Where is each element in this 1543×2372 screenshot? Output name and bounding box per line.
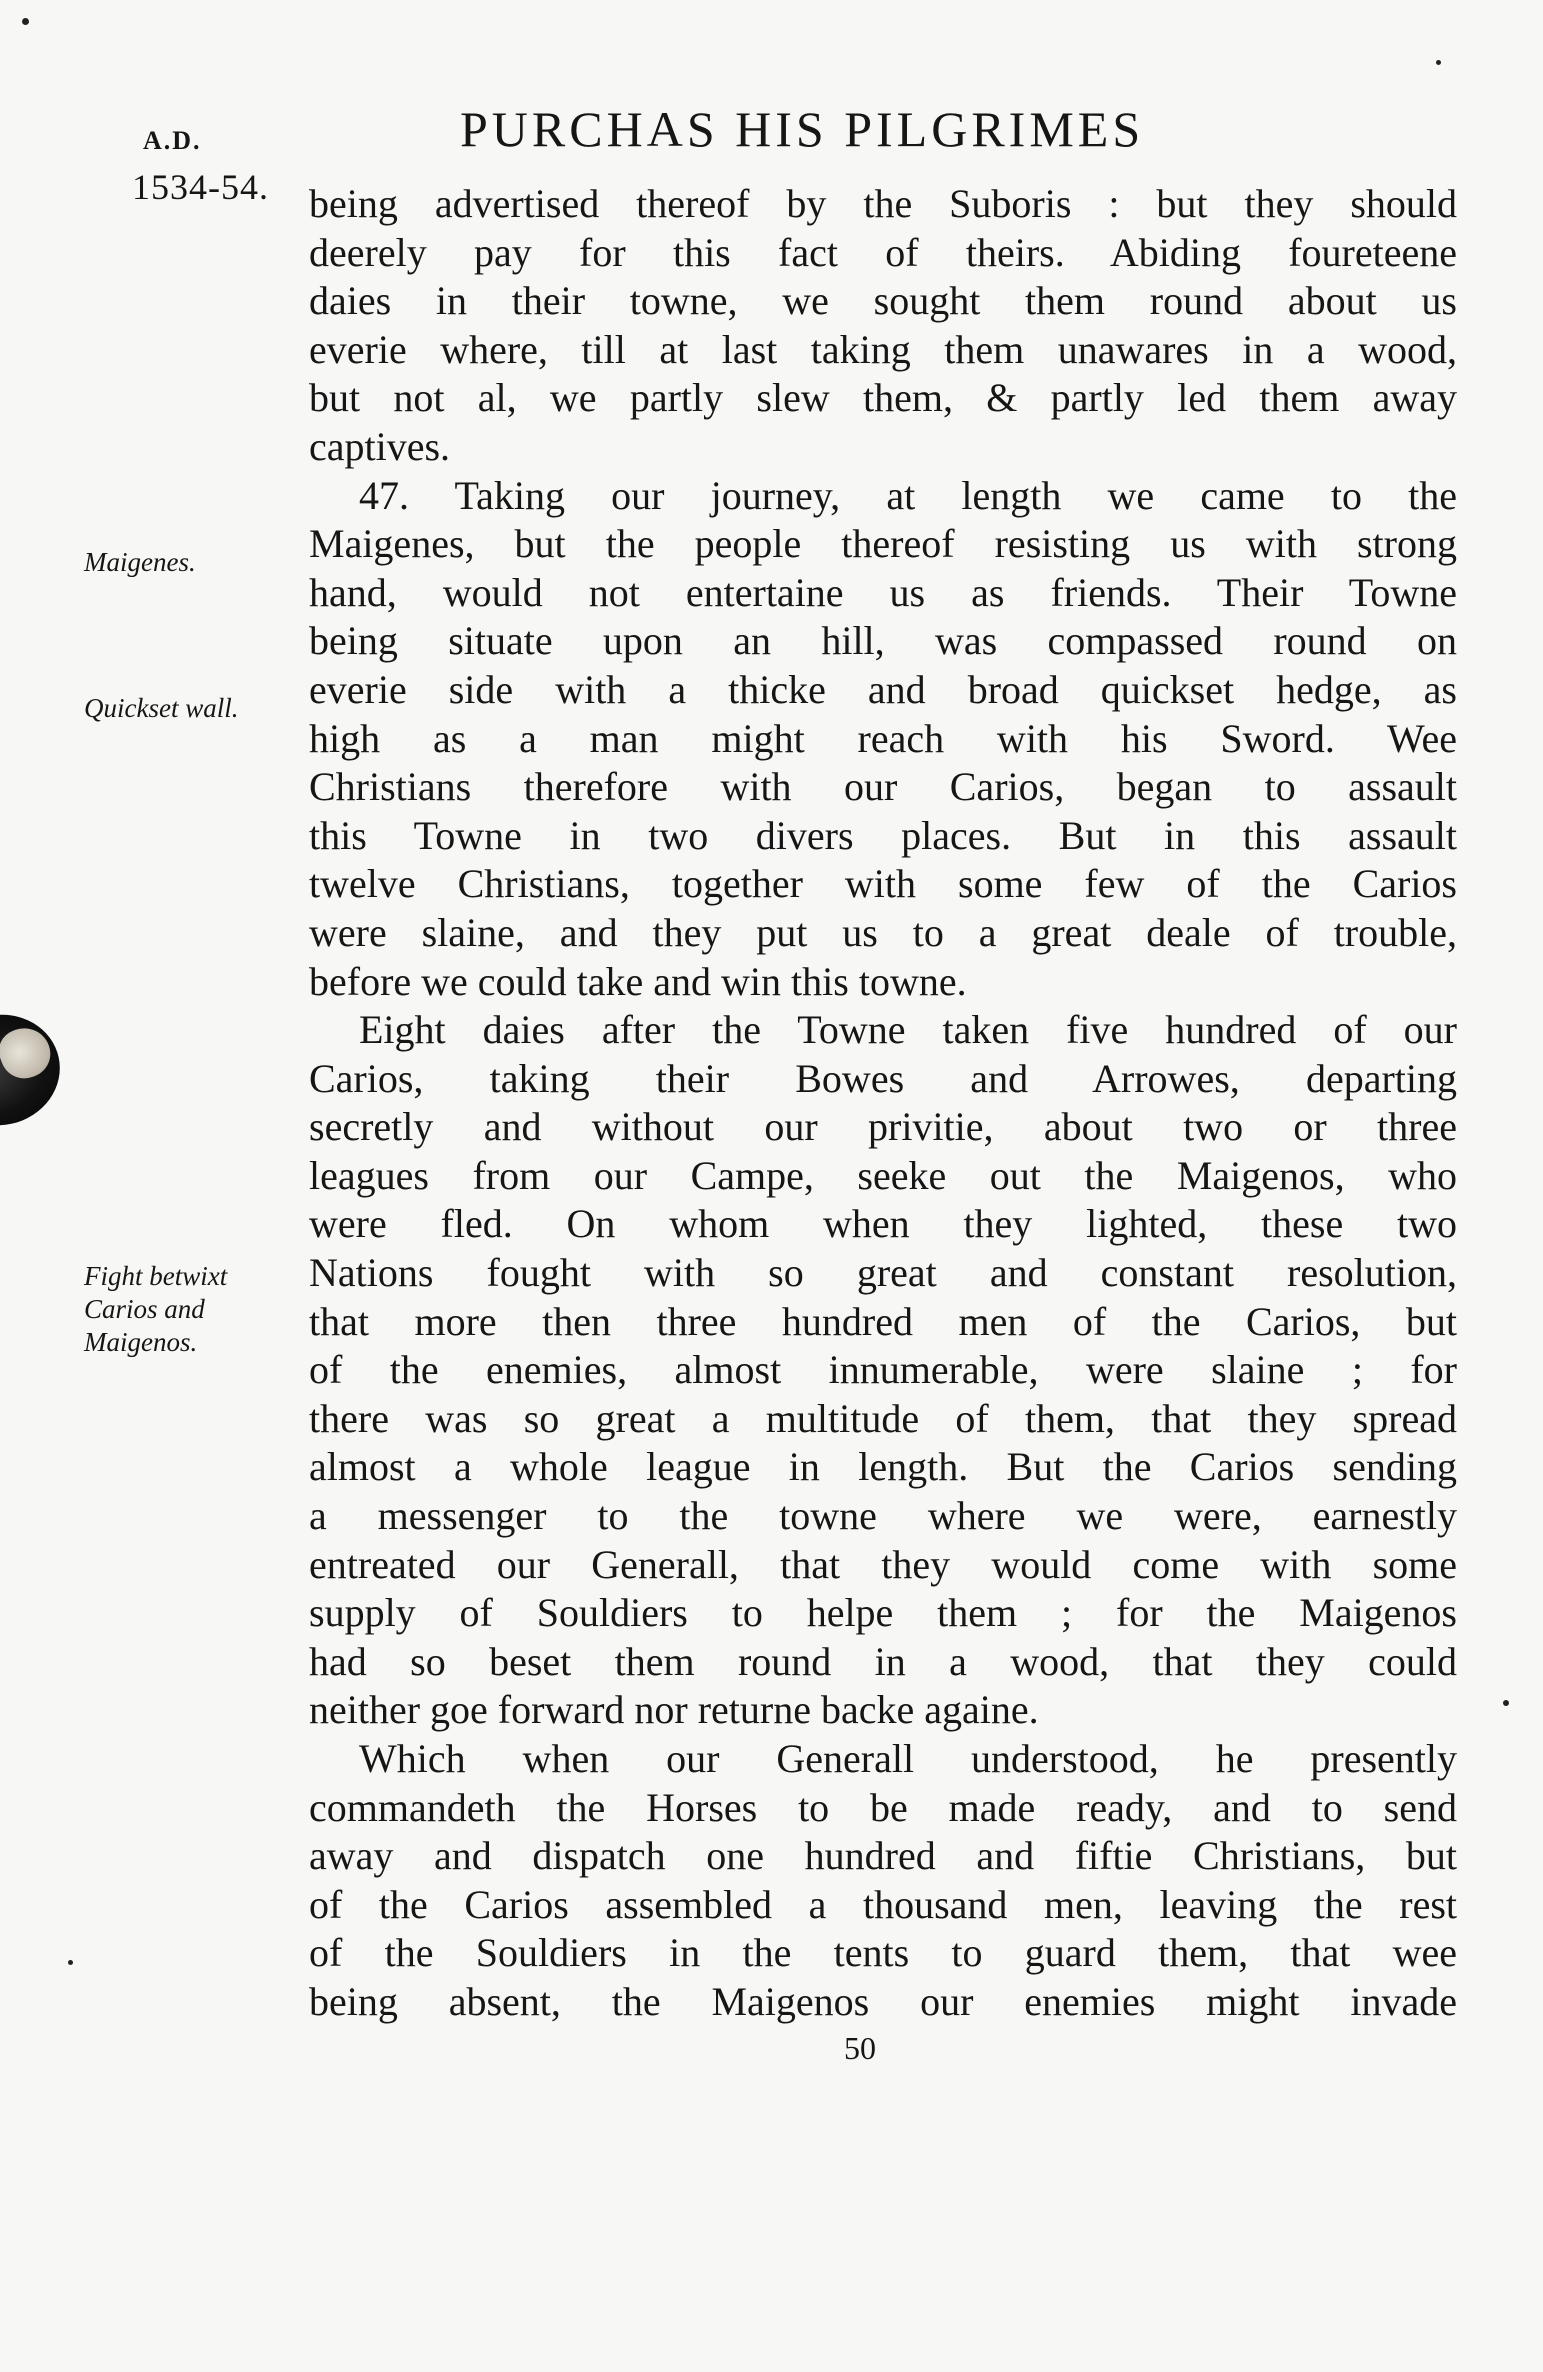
margin-note-fight-line: Maigenos. [84,1327,198,1357]
text-line: had so beset them round in a wood, that they could [309,1638,1457,1684]
text-line: that more then three hundred men of the Carios, but [309,1298,1457,1344]
margin-note-quickset-wall: Quickset wall. [84,693,239,723]
body-text [309,180,1457,2027]
text-line: there was so great a multitude of them, that they spread [309,1395,1457,1441]
text-line: Christians therefore with our Carios, began to assault [309,764,1457,810]
text-line: Maigenes, but the people thereof resisting us with strong [309,521,1457,567]
text-line: 47. Taking our journey, at length we came to the [359,472,1457,518]
text-line: everie where, till at last taking them unawares in a wood, [309,326,1457,372]
text-line: Nations fought with so great and constant resolution, [309,1250,1457,1296]
text-line: being advertised thereof by the Suboris : but they should [309,181,1457,226]
scan-speck [1436,60,1441,65]
text-line: everie side with a thicke and broad quickset hedge, as [309,666,1457,712]
text-line: were slaine, and they put us to a great deale of trouble, [309,909,1457,955]
running-head-title: PURCHAS HIS PILGRIMES [460,101,1145,157]
text-line: this Towne in two divers places. But in this assault [309,812,1457,858]
text-line: of the Carios assembled a thousand men, leaving the rest [309,1881,1457,1927]
text-line: high as a man might reach with his Sword. Wee [309,715,1457,761]
margin-note-fight [84,1260,227,1359]
scan-speck [22,18,29,25]
text-line: were fled. On whom when they lighted, these two [309,1201,1457,1247]
text-line: Carios, taking their Bowes and Arrowes, departing [309,1055,1457,1101]
text-line: of the enemies, almost innumerable, were slaine ; for [309,1347,1457,1393]
text-line: a messenger to the towne where we were, earnestly [309,1493,1457,1539]
text-line: being situate upon an hill, was compassed round on [309,618,1457,664]
text-line: almost a whole league in length. But the Carios sending [309,1444,1457,1490]
page-number: 50 [844,2030,876,2066]
margin-note-maigenes: Maigenes. [84,547,196,577]
text-line: captives. [309,423,451,469]
text-line: daies in their towne, we sought them round about us [309,278,1457,324]
text-line: but not al, we partly slew them, & partly led them away [309,375,1457,421]
scan-speck [1503,1700,1509,1706]
scan-speck [68,1960,73,1965]
text-line: being absent, the Maigenos our enemies might invade [309,1978,1457,2024]
text-line: commandeth the Horses to be made ready, and to send [309,1784,1457,1830]
margin-note-fight-line: Fight betwixt [84,1261,228,1291]
margin-year-range: 1534-54. [132,167,269,207]
margin-year-ad: A.D. [143,126,202,155]
text-line: deerely pay for this fact of theirs. Abiding foureteene [309,229,1457,275]
text-line: of the Souldiers in the tents to guard them, that wee [309,1930,1457,1976]
margin-note-fight-line: Carios and [84,1294,205,1324]
text-line: secretly and without our privitie, about two or three [309,1104,1457,1150]
text-line: twelve Christians, together with some few of the Carios [309,861,1457,907]
text-line: Eight daies after the Towne taken five hundred of our [359,1007,1457,1053]
text-line: away and dispatch one hundred and fiftie Christians, but [309,1833,1457,1879]
text-line: hand, would not entertaine us as friends. Their Towne [309,569,1457,615]
text-line: neither goe forward nor returne backe againe. [309,1687,1039,1733]
text-line: leagues from our Campe, seeke out the Maigenos, who [309,1152,1457,1198]
text-line: entreated our Generall, that they would come with some [309,1541,1457,1587]
text-line: before we could take and win this towne. [309,958,967,1004]
text-line: supply of Souldiers to helpe them ; for the Maigenos [309,1590,1457,1636]
text-line: Which when our Generall understood, he presently [359,1736,1457,1781]
